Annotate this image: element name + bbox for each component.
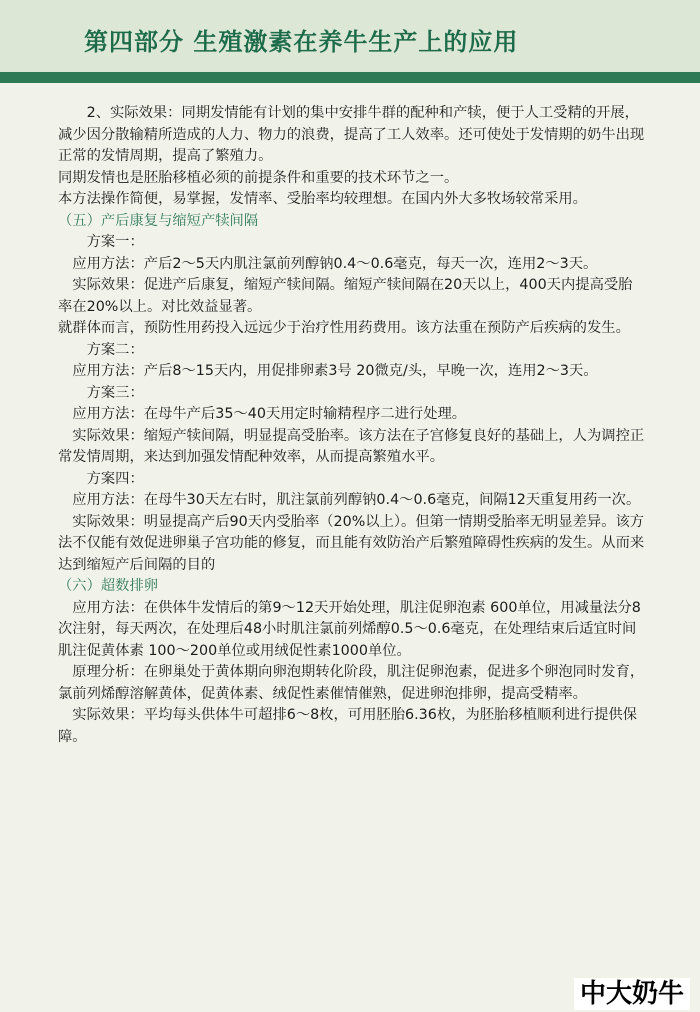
page-header xyxy=(0,0,700,72)
paragraph: 实际效果：平均每头供体牛可超排6～8枚，可用胚胎6.36枚，为胚胎移植顺利进行提供保障。 xyxy=(58,707,638,745)
body-text xyxy=(58,103,646,748)
paragraph: 原理分析：在卵巢处于黄体期向卵泡期转化阶段，肌注促卵泡素，促进多个卵泡同时发育，氯前列烯醇溶解黄体，促黄体素、绒促性素催情催熟，促进卵泡排卵，提高受精率。 xyxy=(58,664,645,702)
paragraph: 2、实际效果：同期发情能有计划的集中安排牛群的配种和产犊，便于人工受精的开展，减少因分散输精所造成的人力、物力的浪费，提高了工人效率。还可使处于发情期的奶牛出现正常的发情周期，提高了繁殖力。 xyxy=(58,105,645,164)
page-title: 第四部分 生殖激素在养牛生产上的应用 xyxy=(84,27,519,56)
paragraph: 同期发情也是胚胎移植必须的前提条件和重要的技术环节之一。 xyxy=(58,169,459,186)
paragraph: 应用方法：在母牛30天左右时，肌注氯前列醇钠0.4～0.6毫克，间隔12天重复用药一次。 xyxy=(72,492,641,508)
section-heading: （六）超数排卵 xyxy=(58,578,159,594)
paragraph: 方案一： xyxy=(86,234,144,250)
paragraph: 方案四： xyxy=(86,470,144,487)
paragraph: 本方法操作简便，易掌握，发情率、受胎率均较理想。在国内外大多牧场较常采用。 xyxy=(58,191,587,207)
paragraph: 应用方法：在母牛产后35～40天用定时输精程序二进行处理。 xyxy=(72,406,467,422)
paragraph: 应用方法：产后2～5天内肌注氯前列醇钠0.4～0.6毫克，每天一次，连用2～3天。 xyxy=(72,255,598,272)
paragraph: 应用方法：在供体牛发情后的第9～12天开始处理，肌注促卵泡素 600单位，用减量法分8次注射，每天两次，在处理后48小时肌注氯前列烯醇0.5～0.6毫克，在处理结束后适宜时间肌注促黄体素 100～200单位或用绒促性素1000单位。 xyxy=(58,599,641,659)
section-heading: （五）产后康复与缩短产犊间隔 xyxy=(58,212,259,229)
paragraph: 就群体而言，预防性用药投入远远少于治疗性用药费用。该方法重在预防产后疾病的发生。 xyxy=(58,320,630,336)
paragraph: 方案二： xyxy=(86,341,144,358)
paragraph: 实际效果：明显提高产后90天内受胎率（20%以上）。但第一情期受胎率无明显差异。该方法不仅能有效促进卵巢子宫功能的修复，而且能有效防治产后繁殖障碍性疾病的发生。从而来达到缩短产后间隔的目的 xyxy=(58,513,645,573)
paragraph: 方案三： xyxy=(86,384,144,401)
watermark: 中大奶牛 xyxy=(574,978,690,1010)
paragraph: 实际效果：缩短产犊间隔，明显提高受胎率。该方法在子宫修复良好的基础上，人为调控正常发情周期，来达到加强发情配种效率，从而提高繁殖水平。 xyxy=(58,427,645,465)
header-divider-bar xyxy=(0,72,700,83)
paragraph: 实际效果：促进产后康复，缩短产犊间隔。缩短产犊间隔在20天以上，400天内提高受胎率在20%以上。对比效益显著。 xyxy=(58,277,633,315)
paragraph: 应用方法：产后8～15天内，用促排卵素3号 20微克/头，早晚一次，连用2～3天。 xyxy=(72,363,598,379)
